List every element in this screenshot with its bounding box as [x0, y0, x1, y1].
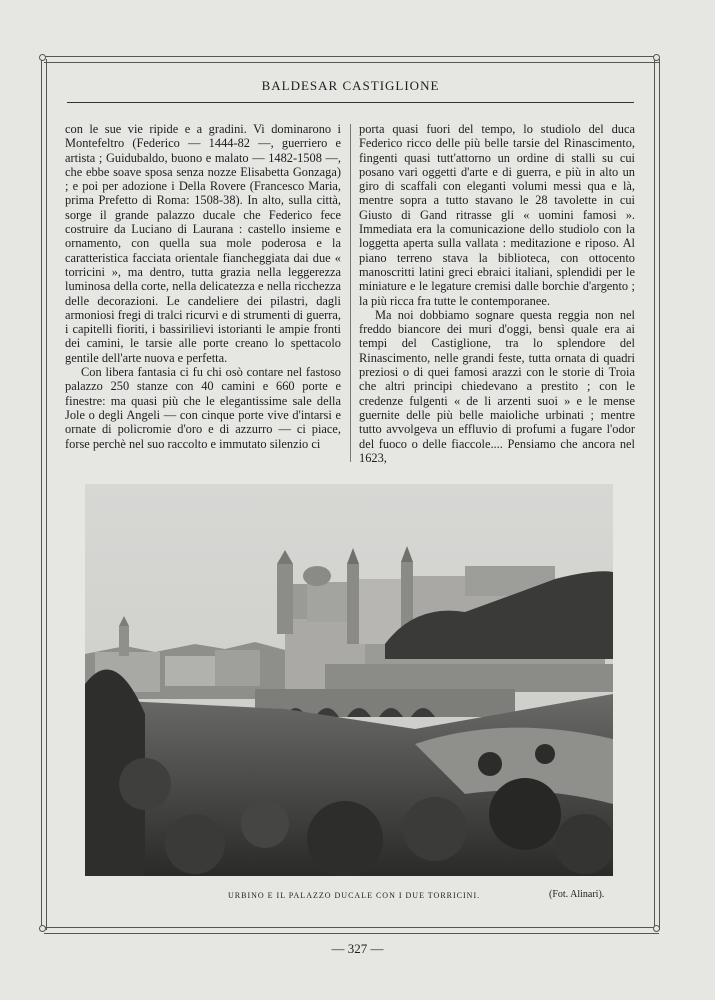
running-title: BALDESAR CASTIGLIONE — [261, 78, 440, 93]
frame-border-bottom — [44, 927, 659, 934]
paragraph: Con libera fantasia ci fu chi osò contare nel fastoso palazzo 250 stanze con 40 camini e 660 porte e finestre: ma quasi più che le elegantissime sale della Jole o degli Angeli — con cinque porte vive d'intarsi e ornate di policromie d'oro e di azzurro — ci piace, forse perchè nel suo raccolto e immutato silenzio ci — [65, 365, 341, 451]
header-rule — [67, 102, 634, 103]
paragraph: Ma noi dobbiamo sognare questa reggia non nel freddo biancore dei muri d'oggi, bensì quale era ai tempi del Castiglione, tra lo splendore del Rinascimento, nelle grandi feste, tutta ornata di quadri preziosi o di quei famosi arazzi con le storie di Troia che altri principi chiedevano a prestito ; con le credenze fulgenti « de li arzenti suoi » e le mense guernite delle più belle maioliche urbinati ; mentre tutto avvolgeva un effluvio di profumi a fugare l'odor del fuoco o delle fiaccole.... Pensiamo che ancora nel 1623, — [359, 307, 635, 465]
photo-credit: (Fot. Alinari). — [549, 889, 605, 900]
urbino-palace-photograph — [85, 484, 613, 876]
photo-caption: URBINO E IL PALAZZO DUCALE CON I DUE TORRICINI. — [228, 891, 481, 900]
column-divider — [350, 124, 351, 462]
corner-ornament — [39, 54, 46, 61]
frame-border-right — [654, 59, 660, 930]
corner-ornament — [39, 925, 46, 932]
page-number: — 327 — — [331, 941, 384, 956]
frame-border-top — [44, 56, 659, 63]
corner-ornament — [653, 925, 660, 932]
corner-ornament — [653, 54, 660, 61]
text-column-right — [359, 122, 635, 465]
paragraph: porta quasi fuori del tempo, lo studiolo del duca Federico ricco delle più belle tarsie del Rinascimento, fingenti quasi tutt'attorno un ordine di stalli su cui posano vari oggetti d'arte e di guerra, e più in alto un giro di scaffali con eleganti volumi messi qua e là, mentre sopra a tutto stavano le 28 tavolette in cui Giusto di Gand ritrasse gli « uomini famosi ». Immediata era la comunicazione dello studiolo con la loggetta aperta sulla vallata : meditazione e riposo. Al piano terreno stava la biblioteca, con ottocento manoscritti latini greci ebraici italiani, splendidi per le miniature e le legature cremisi dalle borchie d'argento ; la più ricca fra tutte le contemporanee. — [359, 122, 635, 308]
text-column-left — [65, 122, 341, 451]
paragraph: con le sue vie ripide e a gradini. Vi dominarono i Montefeltro (Federico — 1444-82 —, guerriero e artista ; Guidubaldo, buono e malato — 1482-1508 —, che ebbe soave sposa senza nozze Elisabetta Gonzaga) ; e poi per adozione i Della Rovere (Francesco Maria, prima Prefetto di Roma: 1508-38). In alto, sulla città, sorge il grande palazzo ducale che Federico fece costruire da Luciano di Laurana : castello insieme e ornamento, con quella sua mole poderosa e la caratteristica facciata orientale fiancheggiata dai due « torricini », ma dentro, tutta grazia nella leggerezza luminosa della corte, nella delicatezza e nella ricchezza delle decorazioni. Le candeliere dei pilastri, dagli armoniosi fregi di tralci ricurvi e di strumenti di guerra, i capitelli fioriti, i bassirilievi istorianti le ampie fronti dei camini, le tarsie alle porte creano lo spettacolo gentile dell'arte nuova e perfetta. — [65, 122, 341, 365]
frame-border-left — [41, 59, 47, 930]
